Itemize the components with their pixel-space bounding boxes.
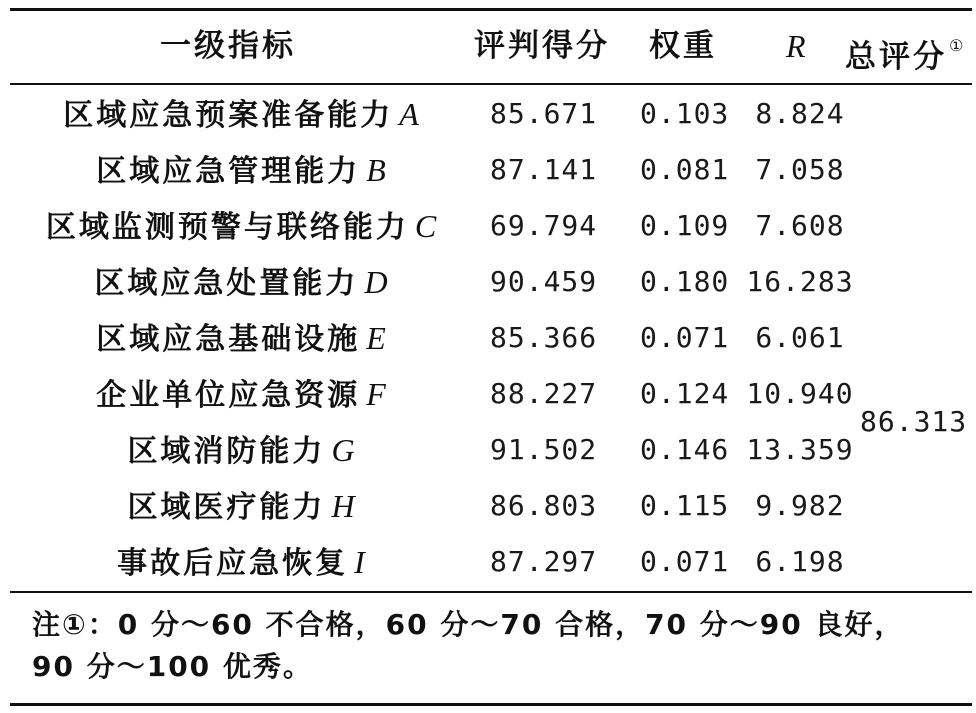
table-top-rule — [10, 8, 972, 11]
header-total-footnote-mark: ① — [949, 36, 964, 55]
table-footnote — [32, 604, 962, 688]
indicator-cell — [10, 254, 472, 310]
score-cell: 85.366 — [490, 321, 598, 354]
indicator-letter: G — [331, 432, 355, 468]
table-header-rule — [10, 83, 972, 85]
r-cell: 6.061 — [755, 321, 845, 354]
weight-cell: 0.071 — [640, 321, 730, 354]
score-cell: 90.459 — [490, 265, 598, 298]
weight-cell: 0.115 — [640, 489, 730, 522]
indicator-name: 区域医疗能力 — [127, 490, 326, 525]
weight-cell: 0.103 — [640, 97, 730, 130]
indicator-letter: D — [364, 264, 388, 300]
score-cell: 86.803 — [490, 489, 598, 522]
indicator-cell — [10, 422, 472, 478]
table-row — [0, 534, 976, 590]
weight-cell: 0.146 — [640, 433, 730, 466]
table-body-rule — [10, 591, 972, 593]
weight-cell: 0.109 — [640, 209, 730, 242]
indicator-cell — [10, 86, 472, 142]
table-row — [0, 422, 976, 478]
r-cell: 7.058 — [755, 153, 845, 186]
header-indicator: 一级指标 — [160, 28, 296, 64]
table-row — [0, 142, 976, 198]
r-cell: 8.824 — [755, 97, 845, 130]
r-cell: 6.198 — [755, 545, 845, 578]
total-score-cell: 86.313 — [860, 405, 968, 438]
indicator-letter: I — [354, 544, 365, 580]
table-row — [0, 478, 976, 534]
indicator-letter: C — [414, 208, 437, 244]
header-total — [845, 22, 964, 75]
indicator-name: 区域消防能力 — [127, 434, 326, 469]
r-cell: 10.940 — [746, 377, 854, 410]
table-row — [0, 366, 976, 422]
indicator-name: 企业单位应急资源 — [96, 378, 361, 413]
indicator-cell — [10, 366, 472, 422]
table-body — [0, 86, 976, 590]
header-r — [786, 22, 809, 70]
header-weight: 权重 — [649, 28, 717, 64]
score-cell: 69.794 — [490, 209, 598, 242]
footnote-line-1: 注①：0 分～60 不合格，60 分～70 合格，70 分～90 良好， — [32, 608, 905, 641]
indicator-letter: E — [366, 320, 386, 356]
table-row — [0, 86, 976, 142]
table-row — [0, 198, 976, 254]
table-bottom-rule — [10, 703, 972, 706]
indicator-letter: F — [366, 376, 386, 412]
indicator-letter: H — [331, 488, 355, 524]
weight-cell: 0.124 — [640, 377, 730, 410]
r-cell: 9.982 — [755, 489, 845, 522]
table-row — [0, 254, 976, 310]
score-cell: 88.227 — [490, 377, 598, 410]
indicator-cell — [10, 310, 472, 366]
r-cell: 7.608 — [755, 209, 845, 242]
indicator-name: 区域应急处置能力 — [94, 266, 359, 301]
weight-cell: 0.081 — [640, 153, 730, 186]
score-cell: 87.141 — [490, 153, 598, 186]
score-cell: 91.502 — [490, 433, 598, 466]
score-cell: 87.297 — [490, 545, 598, 578]
indicator-cell — [10, 534, 472, 590]
score-cell: 85.671 — [490, 97, 598, 130]
header-score: 评判得分 — [474, 28, 610, 64]
indicator-name: 区域应急预案准备能力 — [63, 98, 394, 133]
indicator-cell — [10, 198, 472, 254]
weight-cell: 0.180 — [640, 265, 730, 298]
indicator-name: 区域应急基础设施 — [96, 322, 361, 357]
indicator-letter: B — [366, 152, 386, 188]
r-cell: 16.283 — [746, 265, 854, 298]
header-r-symbol: R — [786, 28, 809, 64]
indicator-letter: A — [399, 96, 419, 132]
header-total-label: 总评分 — [845, 39, 947, 75]
r-cell: 13.359 — [746, 433, 854, 466]
indicator-cell — [10, 478, 472, 534]
indicator-name: 区域应急管理能力 — [96, 154, 361, 189]
footnote-line-2: 90 分～100 优秀。 — [32, 650, 313, 683]
indicator-name: 事故后应急恢复 — [117, 546, 349, 581]
indicator-name: 区域监测预警与联络能力 — [45, 210, 409, 245]
table-row — [0, 310, 976, 366]
weight-cell: 0.071 — [640, 545, 730, 578]
indicator-cell — [10, 142, 472, 198]
